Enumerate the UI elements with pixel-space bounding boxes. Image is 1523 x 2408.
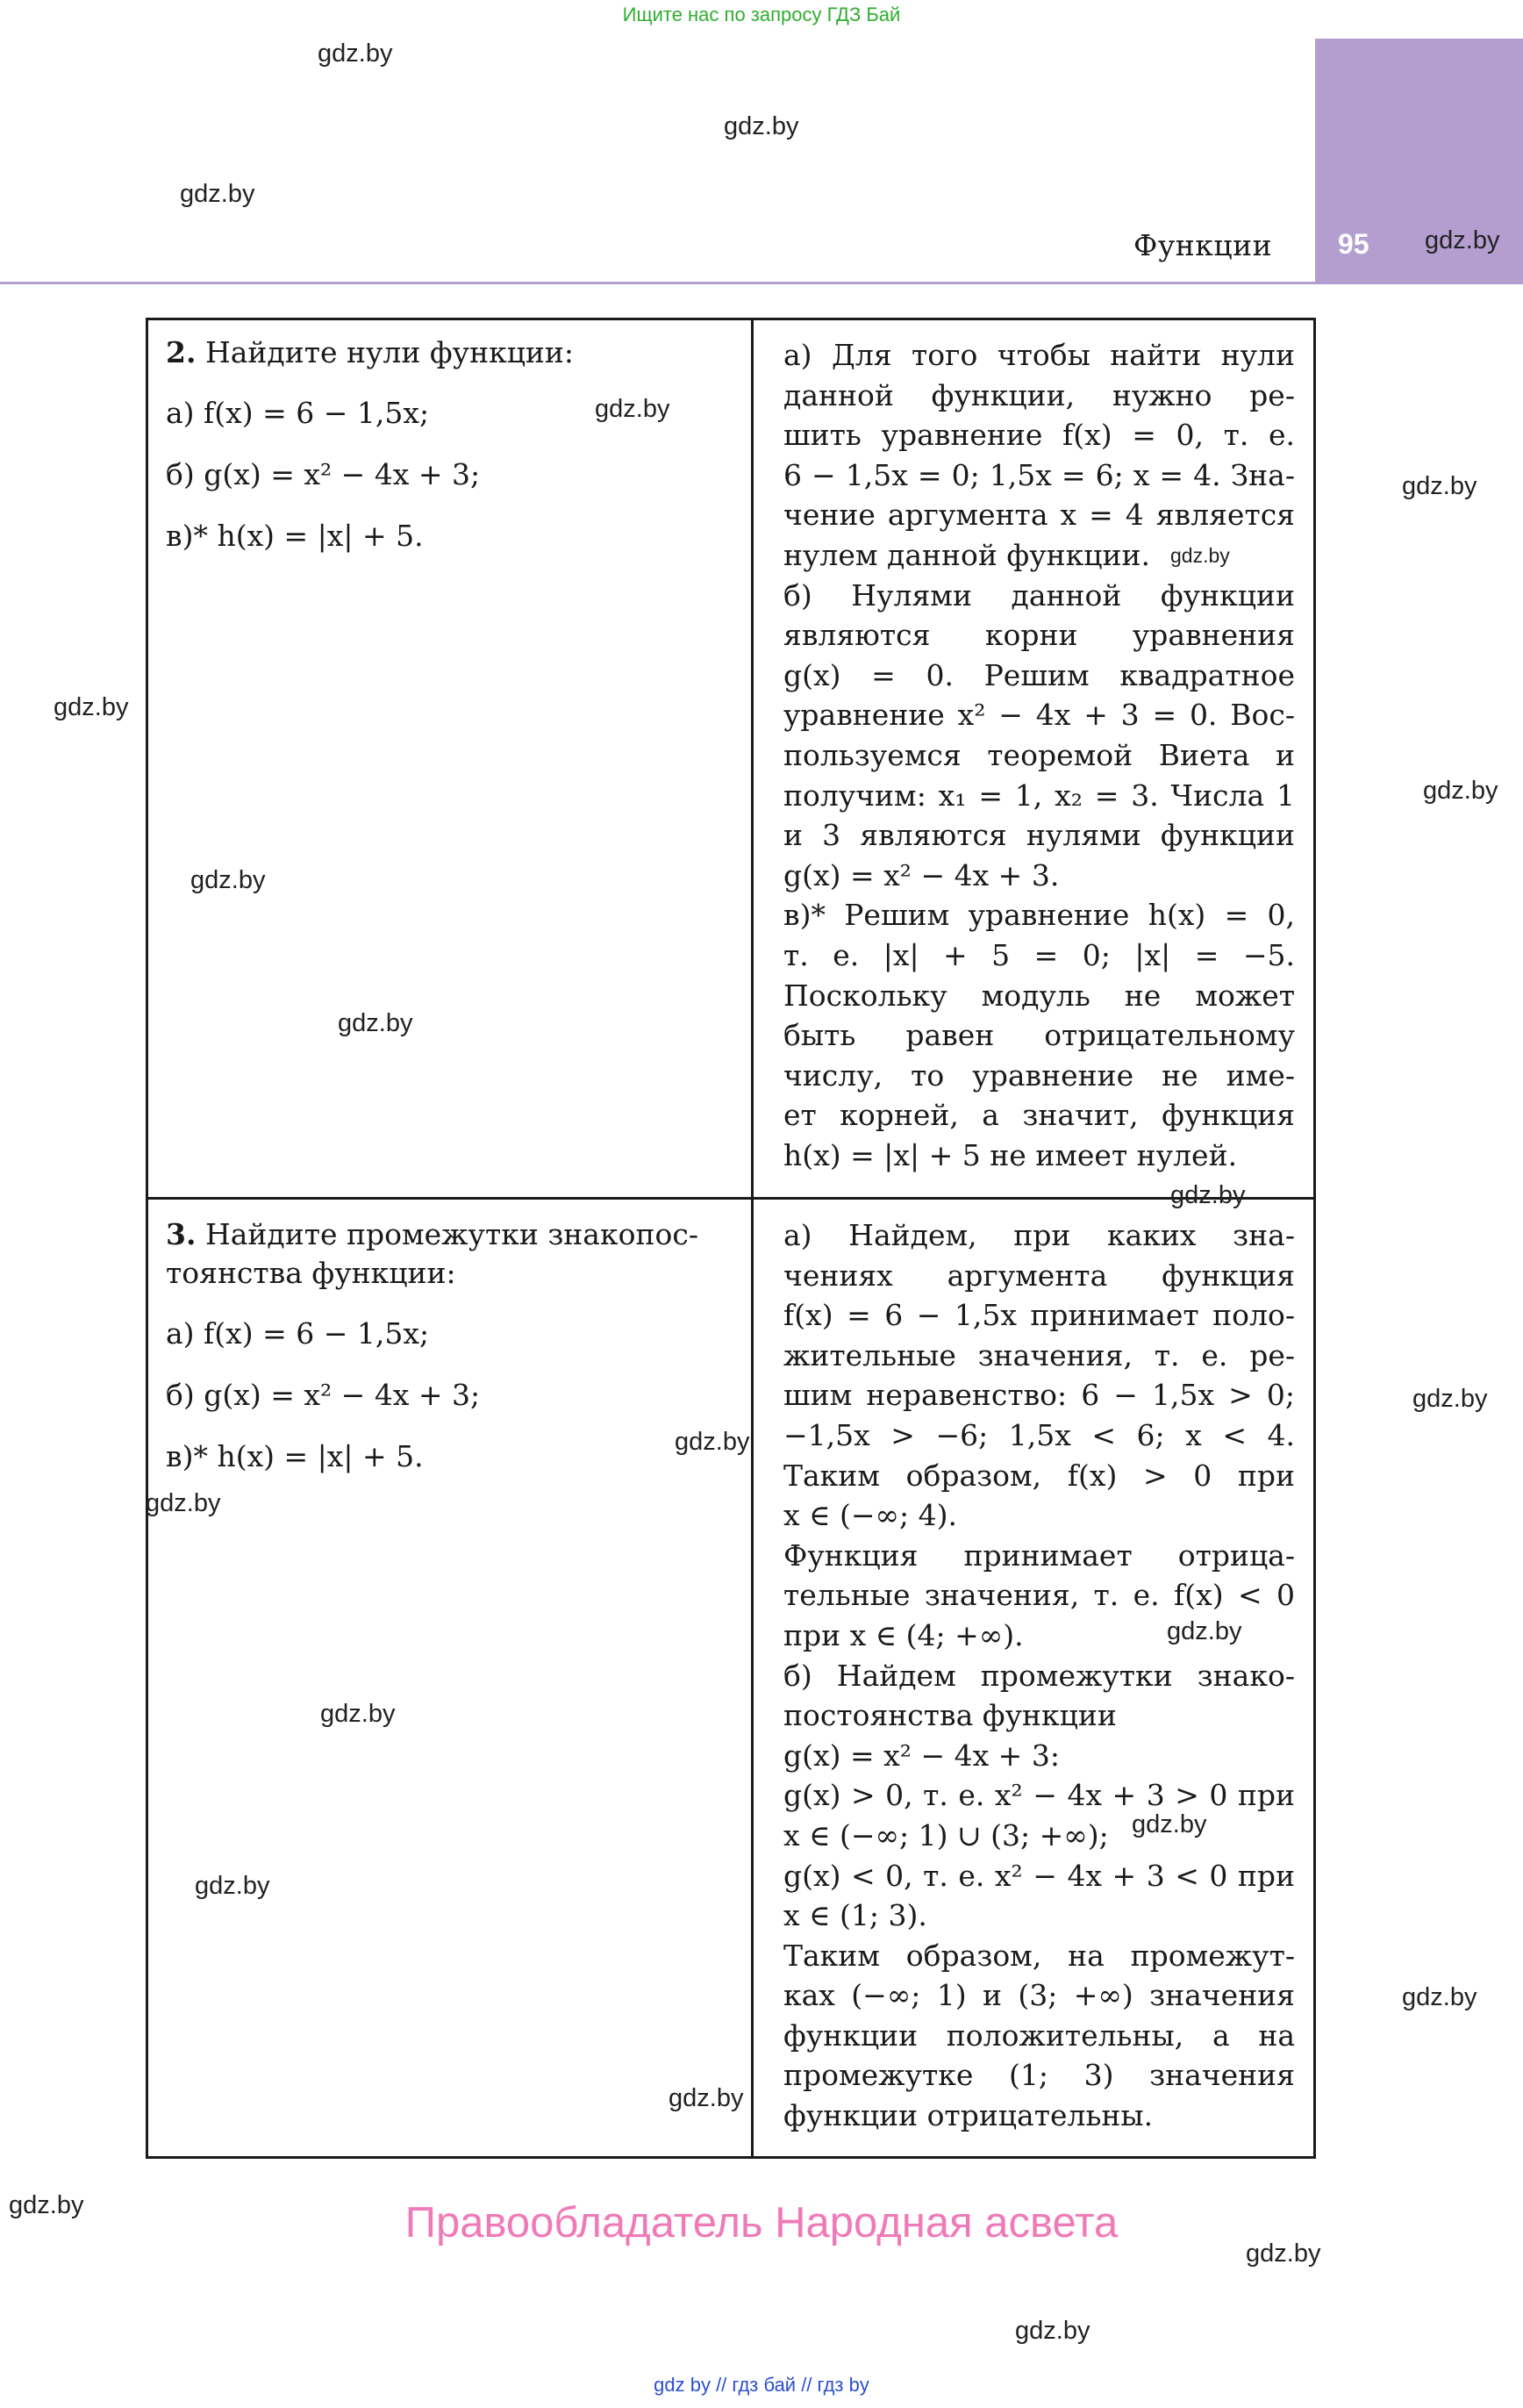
watermark: gdz.by <box>1425 226 1500 254</box>
solution-line: Таким образом, на промежут- <box>783 1938 1295 1973</box>
solution-line: чение аргумента x = 4 является <box>783 498 1295 533</box>
task-3-statement <box>166 1215 698 1487</box>
solution-line: ет корней, а значит, функция <box>783 1098 1295 1133</box>
solution-line: 6 − 1,5x = 0; 1,5x = 6; x = 4. Зна- <box>783 457 1295 492</box>
watermark: gdz.by <box>595 395 670 423</box>
watermark: gdz.by <box>9 2191 84 2219</box>
watermark: gdz.by <box>1246 2240 1321 2268</box>
page-number: 95 <box>1338 228 1369 260</box>
watermark: gdz.by <box>54 693 129 721</box>
task-2-statement <box>166 333 574 567</box>
solution-line: числу, то уравнение не име- <box>783 1057 1295 1093</box>
solution-line: x ∈ (1; 3). <box>783 1898 927 1933</box>
solution-line: g(x) > 0, т. е. x² − 4x + 3 > 0 при <box>783 1778 1295 1813</box>
solution-line: пользуемся теоремой Виета и <box>783 737 1295 772</box>
task-3-item-a: а) f(x) = 6 − 1,5x; <box>166 1316 430 1351</box>
solution-line: −1,5x > −6; 1,5x < 6; x < 4. <box>783 1417 1295 1452</box>
watermark: gdz.by <box>318 39 393 68</box>
task-2-solution <box>783 335 1295 1175</box>
task-2-item-b: б) g(x) = x² − 4x + 3; <box>166 457 481 491</box>
solution-line: x ∈ (−∞; 4). <box>783 1498 957 1533</box>
watermark: gdz.by <box>1412 1385 1488 1413</box>
watermark: gdz.by <box>1402 1983 1477 2011</box>
task-2-items <box>166 383 574 567</box>
solution-line: чениях аргумента функция <box>783 1258 1295 1293</box>
solution-line: промежутке (1; 3) значения <box>783 2058 1295 2093</box>
solution-line: h(x) = |x| + 5 не имеет нулей. <box>783 1137 1238 1172</box>
solution-line: ках (−∞; 1) и (3; +∞) значения <box>783 1978 1295 2013</box>
solution-line: а) Найдем, при каких зна- <box>783 1218 1295 1252</box>
task-2-number: 2. <box>166 335 197 369</box>
task-2-item-c: в)* h(x) = |x| + 5. <box>166 519 424 553</box>
watermark: gdz.by <box>1423 777 1498 805</box>
solution-line: нулем данной функции. <box>783 537 1150 572</box>
solution-line: быть равен отрицательному <box>783 1018 1295 1053</box>
top-promo-link[interactable]: Ищите нас по запросу ГДЗ Бай <box>622 4 901 25</box>
watermark: gdz.by <box>1402 472 1477 500</box>
task-3-number: 3. <box>166 1217 197 1251</box>
solution-line: а) Для того чтобы найти нули <box>783 338 1295 372</box>
task-2-title-text: Найдите нули функции: <box>204 335 575 369</box>
watermark: gdz.by <box>1132 1810 1207 1838</box>
solution-line: функции отрицательны. <box>783 2098 1154 2133</box>
solution-line: Таким образом, f(x) > 0 при <box>783 1458 1295 1493</box>
task-3-solution <box>783 1215 1295 2136</box>
solution-line: функции положительны, а на <box>783 2017 1295 2053</box>
bottom-links[interactable]: gdz by // гдз бай // гдз by <box>654 2374 869 2396</box>
watermark: gdz.by <box>146 1489 221 1517</box>
solution-line: при x ∈ (4; +∞). <box>783 1617 1024 1652</box>
solution-line: данной функции, нужно ре- <box>783 377 1295 412</box>
task-3-title <box>166 1215 698 1254</box>
watermark: gdz.by <box>320 1700 396 1728</box>
solution-line: б) Нулями данной функции <box>783 577 1295 613</box>
watermark: gdz.by <box>675 1428 750 1456</box>
solution-line: и 3 являются нулями функции <box>783 818 1295 853</box>
watermark: gdz.by <box>724 112 799 140</box>
solution-line: в)* Решим уравнение h(x) = 0, <box>783 898 1295 933</box>
solution-line: Функция принимает отрица- <box>783 1537 1295 1573</box>
header-rule <box>0 282 1523 284</box>
task-3-item-c: в)* h(x) = |x| + 5. <box>166 1439 424 1473</box>
watermark: gdz.by <box>190 866 266 894</box>
watermark: gdz.by <box>1015 2317 1090 2345</box>
copyright-owner: Правообладатель Народная асвета <box>404 2199 1119 2247</box>
task-3-items <box>166 1303 698 1487</box>
solution-line: f(x) = 6 − 1,5x принимает поло- <box>783 1298 1295 1333</box>
solution-line: постоянства функции <box>783 1698 1117 1733</box>
solution-line: б) Найдем промежутки знако- <box>783 1658 1295 1693</box>
task-3-title-line-1: Найдите промежутки знакопос- <box>204 1217 698 1251</box>
table-column-divider <box>751 318 754 2159</box>
solution-line: x ∈ (−∞; 1) ∪ (3; +∞); <box>783 1817 1109 1853</box>
solution-line: g(x) = x² − 4x + 3. <box>783 857 1060 892</box>
solution-line: шить уравнение f(x) = 0, т. е. <box>783 418 1295 453</box>
solution-line: получим: x₁ = 1, x₂ = 3. Числа 1 <box>783 778 1295 813</box>
solution-line: жительные значения, т. е. ре- <box>783 1337 1295 1372</box>
task-3-item-b: б) g(x) = x² − 4x + 3; <box>166 1378 481 1412</box>
solution-line: т. е. |x| + 5 = 0; |x| = −5. <box>783 937 1295 972</box>
watermark: gdz.by <box>180 180 255 208</box>
watermark: gdz.by <box>1170 1181 1246 1209</box>
watermark: gdz.by <box>1170 544 1230 567</box>
solution-line: g(x) = x² − 4x + 3: <box>783 1738 1060 1773</box>
solution-line: шим неравенство: 6 − 1,5x > 0; <box>783 1378 1295 1413</box>
solution-line: тельные значения, т. е. f(x) < 0 <box>783 1578 1295 1613</box>
solution-line: g(x) < 0, т. е. x² − 4x + 3 < 0 при <box>783 1858 1295 1893</box>
task-2-title <box>166 333 574 372</box>
solution-line: g(x) = 0. Решим квадратное <box>783 657 1295 692</box>
task-2-item-a: а) f(x) = 6 − 1,5x; <box>166 396 430 430</box>
running-header-title: Функции <box>1133 228 1273 262</box>
solution-line: Поскольку модуль не может <box>783 978 1295 1013</box>
watermark: gdz.by <box>338 1009 413 1037</box>
table-row-divider <box>146 1197 1316 1200</box>
watermark: gdz.by <box>1167 1617 1242 1645</box>
solution-line: уравнение x² − 4x + 3 = 0. Вос- <box>783 698 1295 733</box>
watermark: gdz.by <box>195 1872 270 1900</box>
watermark: gdz.by <box>669 2084 744 2112</box>
task-3-title-line-2: тоянства функции: <box>166 1256 456 1290</box>
solution-line: являются корни уравнения <box>783 618 1295 653</box>
